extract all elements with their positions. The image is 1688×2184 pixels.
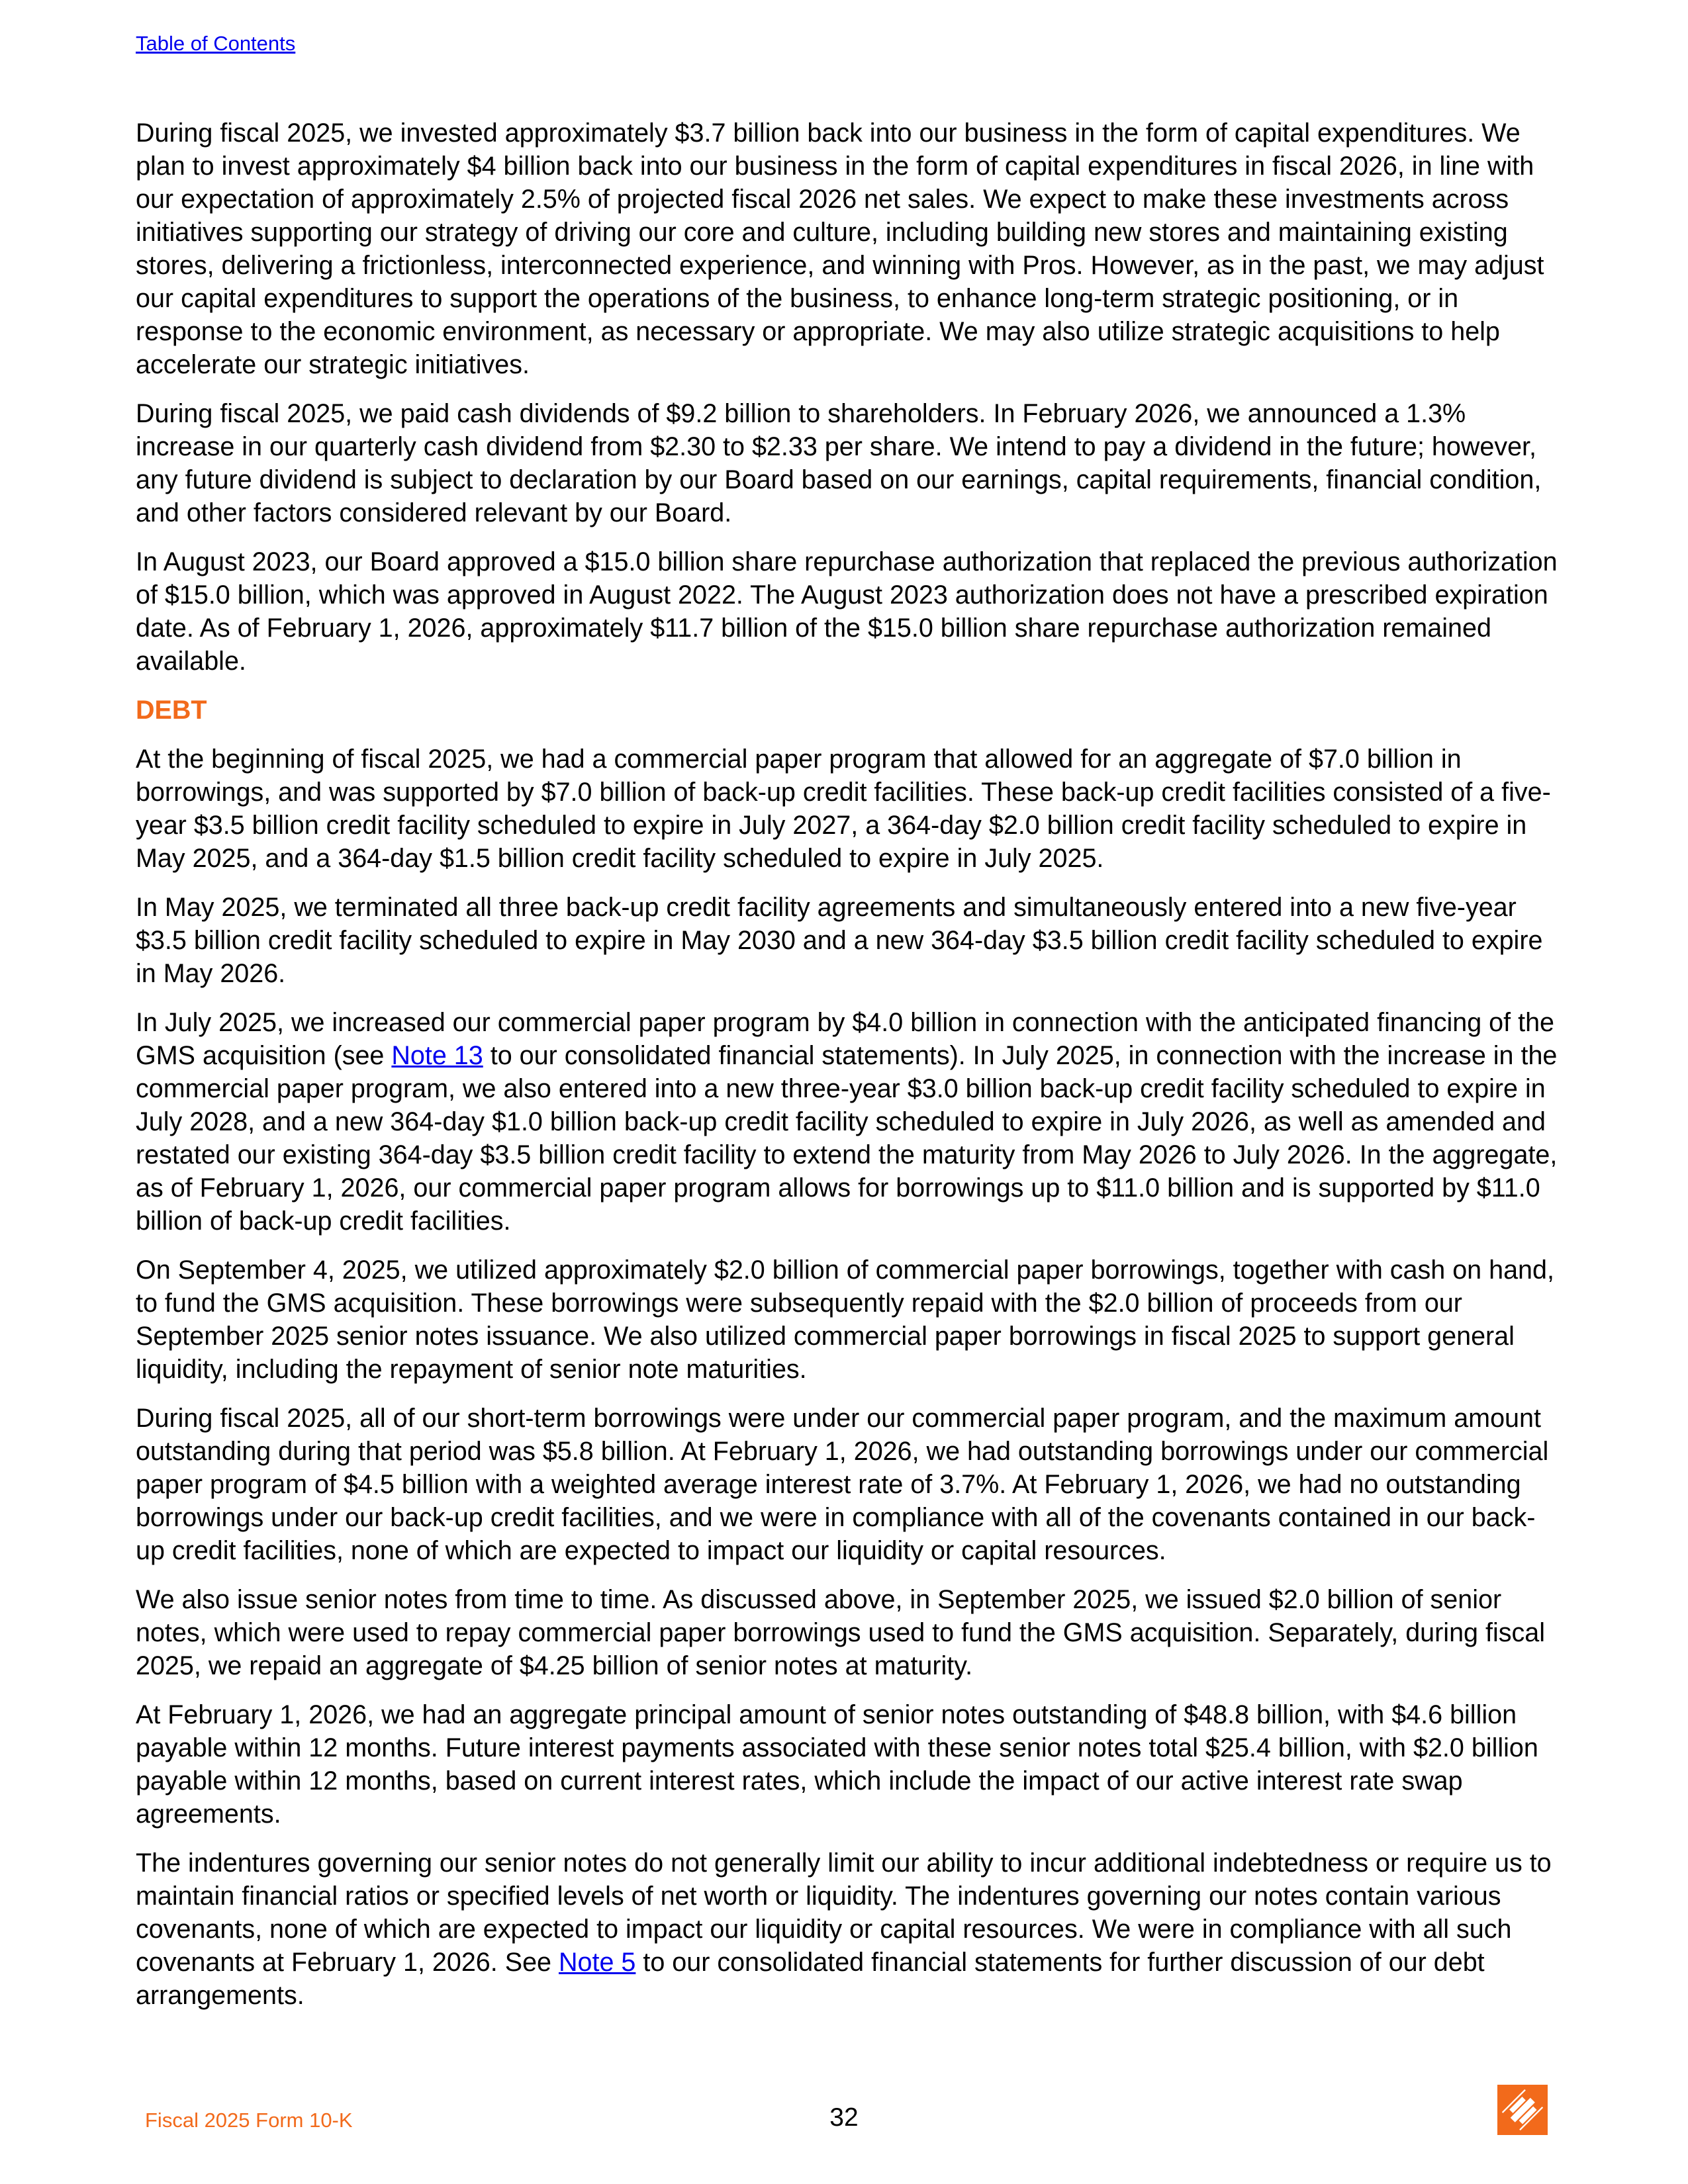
text-span: In July 2025, we increased our commercial paper program by $4.0 billion in connection with the anticipated financing of the GMS acquisition (see xyxy=(136,1008,1555,1070)
paragraph-share-repurchase: In August 2023, our Board approved a $15.0 billion share repurchase authorization that replaced the previous authorization of $15.0 billion, which was approved in August 2022. The August 2023 authorization does not have a prescribed expiration date. As of February 1, 2026, approximately $11.7 billion of the $15.0 billion share repurchase authorization remained available. xyxy=(136,547,1558,676)
note-13-link[interactable]: Note 13 xyxy=(391,1041,483,1070)
section-heading-debt: DEBT xyxy=(136,696,207,725)
paragraph-debt-senior-notes-issuance: We also issue senior notes from time to time. As discussed above, in September 2025, we issued $2.0 billion of senior notes, which were used to repay commercial paper borrowings used to fund the GMS acquisition. Separately, during fiscal 2025, we repaid an aggregate of $4.25 billion of senior notes at maturity. xyxy=(136,1585,1545,1680)
note-5-link[interactable]: Note 5 xyxy=(558,1948,636,1977)
paragraph-debt-senior-notes-outstanding: At February 1, 2026, we had an aggregate principal amount of senior notes outstanding of $48.8 billion, with $4.6 billion payable within 12 months. Future interest payments associated with these senior notes total $25.4 billion, with $2.0 billion payable within 12 months, based on current interest rates, which include the impact of our active interest rate swap agreements. xyxy=(136,1700,1538,1829)
paragraph-debt-indentures xyxy=(136,1846,1559,2012)
text-span: to our consolidated financial statements for further discussion of our debt arrangements. xyxy=(136,1948,1485,2010)
home-depot-logo-icon xyxy=(1497,2085,1548,2135)
paragraph-dividends: During fiscal 2025, we paid cash dividends of $9.2 billion to shareholders. In February 2026, we announced a 1.3% increase in our quarterly cash dividend from $2.30 to $2.33 per share. We intend to pay a dividend in the future; however, any future dividend is subject to declaration by our Board based on our earnings, capital requirements, financial condition, and other factors considered relevant by our Board. xyxy=(136,399,1542,527)
paragraph-debt-commercial-paper: At the beginning of fiscal 2025, we had a commercial paper program that allowed for an aggregate of $7.0 billion in borrowings, and was supported by $7.0 billion of back-up credit facilities. These back-up credit facilities consisted of a five-year $3.5 billion credit facility scheduled to expire in July 2027, a 364-day $2.0 billion credit facility scheduled to expire in May 2025, and a 364-day $1.5 billion credit facility scheduled to expire in July 2025. xyxy=(136,745,1551,873)
text-span: The indentures governing our senior notes do not generally limit our ability to incur additional indebtedness or require us to maintain financial ratios or specified levels of net worth or liquidity. The indentures governing our notes contain various covenants, none of which are expected to impact our liquidity or capital resources. We were in compliance with all such covenants at February 1, 2026. See xyxy=(136,1848,1552,1977)
document-body xyxy=(136,116,1559,2028)
paragraph-debt-gms-acquisition: On September 4, 2025, we utilized approximately $2.0 billion of commercial paper borrowings, together with cash on hand, to fund the GMS acquisition. These borrowings were subsequently repaid with the $2.0 billion of proceeds from our September 2025 senior notes issuance. We also utilized commercial paper borrowings in fiscal 2025 to support general liquidity, including the repayment of senior note maturities. xyxy=(136,1255,1554,1384)
footer-form-label: Fiscal 2025 Form 10-K xyxy=(145,2109,353,2132)
paragraph-capital-expenditures: During fiscal 2025, we invested approximately $3.7 billion back into our business in the form of capital expenditures. We plan to invest approximately $4 billion back into our business in the form of capital expenditures in fiscal 2026, in line with our expectation of approximately 2.5% of projected fiscal 2026 net sales. We expect to make these investments across initiatives supporting our strategy of driving our core and culture, including building new stores and maintaining existing stores, delivering a frictionless, interconnected experience, and winning with Pros. However, as in the past, we may adjust our capital expenditures to support the operations of the business, to enhance long-term strategic positioning, or in response to the economic environment, as necessary or appropriate. We may also utilize strategic acquisitions to help accelerate our strategic initiatives. xyxy=(136,118,1544,379)
text-span: to our consolidated financial statements). In July 2025, in connection with the increase in the commercial paper program, we also entered into a new three-year $3.0 billion back-up credit facility scheduled to expire in July 2028, and a new 364-day $1.0 billion back-up credit facility scheduled to expire in July 2026, as well as amended and restated our existing 364-day $3.5 billion credit facility to extend the maturity from May 2026 to July 2026. In the aggregate, as of February 1, 2026, our commercial paper program allows for borrowings up to $11.0 billion and is supported by $11.0 billion of back-up credit facilities. xyxy=(136,1041,1558,1236)
paragraph-debt-credit-facilities: In May 2025, we terminated all three back-up credit facility agreements and simultaneously entered into a new five-year $3.5 billion credit facility scheduled to expire in May 2030 and a new 364-day $3.5 billion credit facility scheduled to expire in May 2026. xyxy=(136,893,1543,988)
paragraph-debt-short-term-borrowings: During fiscal 2025, all of our short-term borrowings were under our commercial paper program, and the maximum amount outstanding during that period was $5.8 billion. At February 1, 2026, we had outstanding borrowings under our commercial paper program of $4.5 billion with a weighted average interest rate of 3.7%. At February 1, 2026, we had no outstanding borrowings under our back-up credit facilities, and we were in compliance with all of the covenants contained in our back-up credit facilities, none of which are expected to impact our liquidity or capital resources. xyxy=(136,1404,1549,1565)
paragraph-debt-gms-financing xyxy=(136,1006,1559,1238)
page-number: 32 xyxy=(829,2103,859,2132)
table-of-contents-link[interactable]: Table of Contents xyxy=(136,32,296,55)
